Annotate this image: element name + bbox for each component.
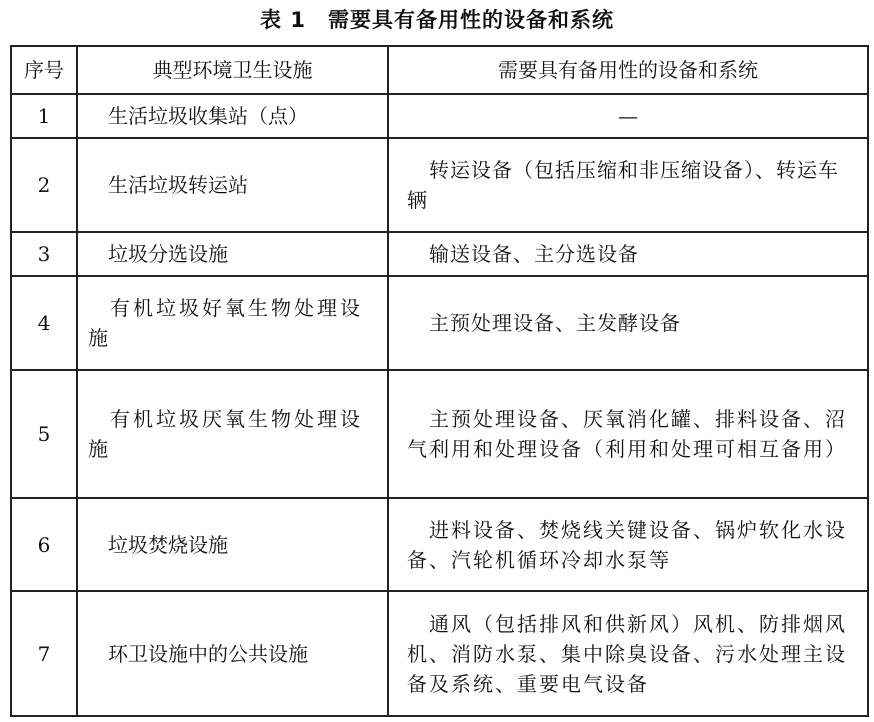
table-title <box>0 4 874 36</box>
row-facility-text: 生活垃圾收集站（点） <box>108 104 308 128</box>
row-facility <box>77 232 388 276</box>
row-no: 1 <box>11 94 77 138</box>
table-row <box>11 370 868 498</box>
table-row <box>11 232 868 276</box>
table-header-row <box>11 46 868 94</box>
row-facility <box>77 138 388 232</box>
table-title-text: 需要具有备用性的设备和系统 <box>327 8 614 32</box>
row-equipment-text: 主预处理设备、厌氧消化罐、排料设备、沼气利用和处理设备（利用和处理可相互备用） <box>407 407 847 461</box>
row-facility <box>77 276 388 370</box>
row-no: 7 <box>11 591 77 716</box>
row-facility-text: 垃圾分选设施 <box>108 242 228 266</box>
row-facility <box>77 498 388 591</box>
row-equipment <box>388 498 868 591</box>
row-no: 5 <box>11 370 77 498</box>
row-facility <box>77 370 388 498</box>
row-equipment-text: 输送设备、主分选设备 <box>429 242 639 266</box>
row-equipment <box>388 370 868 498</box>
table-title-number: 表 1 <box>260 8 306 32</box>
row-equipment <box>388 138 868 232</box>
table-row <box>11 94 868 138</box>
equipment-table <box>10 45 869 717</box>
table-row <box>11 138 868 232</box>
table-row <box>11 276 868 370</box>
row-no: 2 <box>11 138 77 232</box>
row-facility-text: 生活垃圾转运站 <box>108 173 248 197</box>
row-facility-text: 有机垃圾厌氧生物处理设施 <box>88 407 363 461</box>
row-equipment <box>388 276 868 370</box>
table-row <box>11 591 868 716</box>
row-facility <box>77 94 388 138</box>
row-facility <box>77 591 388 716</box>
row-no: 6 <box>11 498 77 591</box>
row-equipment: — <box>388 94 868 138</box>
row-equipment-text: 通风（包括排风和供新风）风机、防排烟风机、消防水泵、集中除臭设备、污水处理主设备及系统、重要电气设备 <box>407 611 847 696</box>
row-equipment <box>388 591 868 716</box>
table-row <box>11 498 868 591</box>
row-no: 4 <box>11 276 77 370</box>
row-facility-text: 垃圾焚烧设施 <box>108 532 228 557</box>
row-no: 3 <box>11 232 77 276</box>
row-equipment-text: 进料设备、焚烧线关键设备、锅炉软化水设备、汽轮机循环冷却水泵等 <box>407 517 847 572</box>
row-facility-text: 环卫设施中的公共设施 <box>108 641 308 666</box>
header-no: 序号 <box>11 46 77 94</box>
row-equipment <box>388 232 868 276</box>
row-equipment-text: 主预处理设备、主发酵设备 <box>429 311 681 335</box>
header-equipment: 需要具有备用性的设备和系统 <box>388 46 868 94</box>
row-equipment-text: 转运设备（包括压缩和非压缩设备）、转运车辆 <box>407 158 839 212</box>
header-facility: 典型环境卫生设施 <box>77 46 388 94</box>
row-facility-text: 有机垃圾好氧生物处理设施 <box>88 296 363 350</box>
